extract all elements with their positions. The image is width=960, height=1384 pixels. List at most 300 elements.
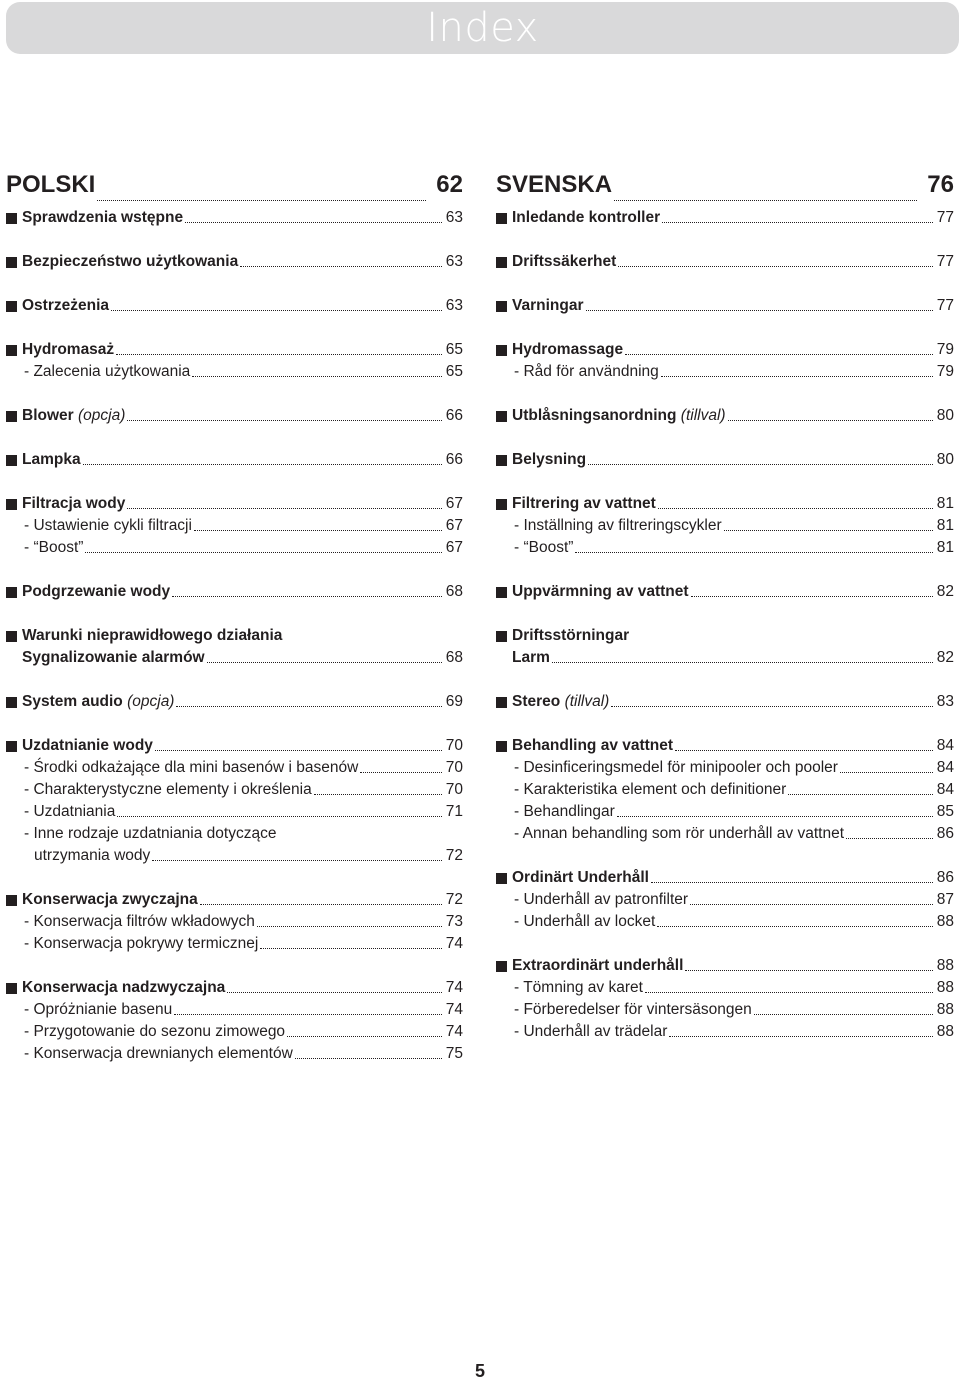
entry-label [512,405,726,427]
section-heading-polski[interactable] [6,171,463,207]
toc-subentry[interactable] [496,515,954,537]
leader-dots [614,199,917,201]
toc-entry[interactable] [496,647,954,669]
toc-entry[interactable] [6,735,463,757]
toc-entry[interactable] [496,449,954,471]
entry-label-text: - “Boost” [24,539,84,556]
spacer [6,955,463,977]
entry-label-text: Sprawdzenia wstępne [22,209,184,226]
entry-label-note: (opcja) [78,407,126,424]
toc-entry[interactable] [496,625,954,647]
spacer [496,383,954,405]
leader-dots [645,991,933,993]
entry-page: 74 [445,979,463,996]
entry-label-text: - Konserwacja filtrów wkładowych [24,913,255,930]
entry-label [512,647,550,669]
spacer [6,471,463,493]
entry-label [512,735,673,757]
entry-label [22,691,174,713]
spacer [496,713,954,735]
leader-dots [260,947,441,949]
toc-entry[interactable] [6,493,463,515]
toc-column-polski [6,171,463,1065]
leader-dots [85,551,441,553]
entry-label-text: Filtracja wody [22,495,126,512]
entry-label [512,251,616,273]
toc-subentry[interactable] [6,823,463,845]
leader-dots [227,991,441,993]
entry-label-text: - Opróżnianie basenu [24,1001,173,1018]
entry-label-text: Sygnalizowanie alarmów [22,649,205,666]
entry-label [6,911,255,933]
toc-subentry[interactable] [6,845,463,867]
toc-entry[interactable] [496,295,954,317]
toc-subentry[interactable] [496,977,954,999]
entry-label [496,911,655,933]
entry-label [512,581,689,603]
entry-label [22,735,153,757]
entry-label-text: Driftsstörningar [512,627,630,644]
entry-label [496,515,722,537]
leader-dots [788,793,933,795]
entry-page: 66 [445,451,463,468]
toc-subentry[interactable] [6,361,463,383]
toc-subentry[interactable] [496,1021,954,1043]
entry-page: 74 [445,935,463,952]
entry-page: 80 [936,407,954,424]
leader-dots [360,771,441,773]
entry-page: 65 [445,341,463,358]
entry-label [6,845,150,867]
toc-list [6,207,463,1065]
toc-entry[interactable] [496,581,954,603]
entry-label [22,493,125,515]
leader-dots [97,199,426,201]
toc-entry[interactable] [496,735,954,757]
entry-label-text: - Desinficeringsmedel för minipooler och pooler [514,759,838,776]
entry-label [512,867,649,889]
entry-label-text: - Underhåll av patronfilter [514,891,689,908]
entry-label-text: Uzdatnianie wody [22,737,153,754]
entry-label [22,581,170,603]
entry-label-text: Varningar [512,297,584,314]
leader-dots [617,815,933,817]
toc-entry[interactable] [6,691,463,713]
entry-label-text: utrzymania wody [34,847,151,864]
toc-list [496,207,954,1043]
leader-dots [657,925,932,927]
leader-dots [83,463,442,465]
leader-dots [172,595,442,597]
entry-label [6,1021,285,1043]
square-bullet-icon [496,257,507,268]
entry-label [22,889,198,911]
entry-label [496,779,786,801]
toc-entry[interactable] [6,449,463,471]
entry-label-text: - Ustawienie cykli filtracji [24,517,192,534]
entry-page: 74 [445,1001,463,1018]
entry-label-text: - Underhåll av locket [514,913,656,930]
square-bullet-icon [6,631,17,642]
section-page: 76 [927,171,954,198]
spacer [6,559,463,581]
section-page: 62 [436,171,463,198]
entry-label-text: System audio [22,693,123,710]
entry-page: 88 [936,913,954,930]
square-bullet-icon [6,587,17,598]
leader-dots [287,1035,442,1037]
square-bullet-icon [6,697,17,708]
leader-dots [116,353,442,355]
entry-label-text: Blower [22,407,74,424]
entry-label-text: - Zalecenia użytkowania [24,363,191,380]
leader-dots [127,419,441,421]
entry-label [496,977,643,999]
toc-entry[interactable] [6,647,463,669]
entry-label-text: - Środki odkażające dla mini basenów i basenów [24,759,359,776]
entry-page: 84 [936,737,954,754]
entry-page: 71 [445,803,463,820]
entry-label [496,361,659,383]
entry-label-text: Behandling av vattnet [512,737,674,754]
entry-label [512,691,609,713]
entry-label [512,207,660,229]
spacer [496,471,954,493]
entry-label [6,537,83,559]
toc-subentry[interactable] [6,537,463,559]
leader-dots [662,221,933,223]
leader-dots [611,705,932,707]
toc-subentry[interactable] [6,757,463,779]
entry-label [22,295,109,317]
leader-dots [675,749,933,751]
entry-page: 81 [936,517,954,534]
square-bullet-icon [6,741,17,752]
leader-dots [257,925,442,927]
toc-entry[interactable] [6,889,463,911]
square-bullet-icon [496,961,507,972]
entry-label-note: (tillval) [564,693,610,710]
entry-label [496,823,844,845]
spacer [496,229,954,251]
entry-label [6,823,276,845]
leader-dots [152,859,441,861]
entry-page: 72 [445,847,463,864]
entry-page: 68 [445,649,463,666]
entry-label-text: Warunki nieprawidłowego działania [22,627,283,644]
entry-label-text: - Behandlingar [514,803,615,820]
entry-label-text: - Inställning av filtreringscykler [514,517,722,534]
entry-label-text: Podgrzewanie wody [22,583,171,600]
spacer [6,603,463,625]
entry-label [22,625,282,647]
toc-entry[interactable] [6,405,463,427]
leader-dots [669,1035,932,1037]
entry-page: 84 [936,781,954,798]
spacer [6,229,463,251]
entry-label [512,449,586,471]
toc-entry[interactable] [496,691,954,713]
leader-dots [185,221,442,223]
entry-page: 77 [936,297,954,314]
entry-label [496,537,573,559]
square-bullet-icon [496,697,507,708]
entry-page: 86 [936,825,954,842]
leader-dots [728,419,933,421]
entry-label-text: Lampka [22,451,81,468]
spacer [6,669,463,691]
entry-label-text: Bezpieczeństwo użytkowania [22,253,239,270]
entry-page: 72 [445,891,463,908]
toc-subentry[interactable] [496,361,954,383]
leader-dots [586,309,933,311]
entry-label-text: Konserwacja nadzwyczajna [22,979,226,996]
entry-page: 70 [445,759,463,776]
leader-dots [117,815,441,817]
leader-dots [111,309,442,311]
entry-label-text: - Konserwacja pokrywy termicznej [24,935,259,952]
entry-label [496,1021,667,1043]
entry-label [22,977,225,999]
leader-dots [846,837,933,839]
entry-label [6,779,312,801]
entry-page: 80 [936,451,954,468]
entry-label-text: Driftssäkerhet [512,253,617,270]
entry-label [6,515,192,537]
leader-dots [207,661,442,663]
spacer [6,867,463,889]
entry-label-text: Uppvärmning av vattnet [512,583,689,600]
entry-label-text: Extraordinärt underhåll [512,957,684,974]
leader-dots [588,463,933,465]
entry-page: 67 [445,517,463,534]
leader-dots [176,705,441,707]
leader-dots [618,265,933,267]
toc-subentry[interactable] [6,801,463,823]
leader-dots [192,375,441,377]
entry-label-text: Ostrzeżenia [22,297,110,314]
entry-label [6,999,172,1021]
leader-dots [651,881,933,883]
leader-dots [658,507,933,509]
entry-label [6,757,358,779]
entry-page: 88 [936,979,954,996]
toc-entry[interactable] [6,251,463,273]
square-bullet-icon [496,213,507,224]
entry-page: 66 [445,407,463,424]
square-bullet-icon [496,873,507,884]
square-bullet-icon [496,499,507,510]
entry-label [512,625,629,647]
entry-page: 77 [936,209,954,226]
entry-page: 79 [936,341,954,358]
entry-label-text: Utblåsningsanordning [512,407,677,424]
square-bullet-icon [6,455,17,466]
toc-entry[interactable] [6,625,463,647]
leader-dots [625,353,933,355]
toc-subentry[interactable] [6,999,463,1021]
toc-subentry[interactable] [496,911,954,933]
entry-page: 81 [936,539,954,556]
entry-label-text: Inledande kontroller [512,209,661,226]
entry-page: 85 [936,803,954,820]
spacer [6,383,463,405]
entry-label [22,207,183,229]
square-bullet-icon [496,455,507,466]
spacer [6,713,463,735]
toc-entry[interactable] [496,207,954,229]
page-title: Index [426,5,539,51]
entry-page: 69 [445,693,463,710]
entry-page: 88 [936,1023,954,1040]
entry-page: 63 [445,253,463,270]
spacer [496,273,954,295]
entry-label [512,955,683,977]
section-title: POLSKI [6,171,96,198]
square-bullet-icon [496,741,507,752]
toc-entry[interactable] [496,867,954,889]
toc-subentry[interactable] [496,537,954,559]
toc-entry[interactable] [496,251,954,273]
leader-dots [314,793,442,795]
entry-page: 70 [445,781,463,798]
entry-page: 77 [936,253,954,270]
toc-subentry[interactable] [496,801,954,823]
square-bullet-icon [6,257,17,268]
entry-page: 63 [445,297,463,314]
toc-subentry[interactable] [496,757,954,779]
entry-label [22,405,125,427]
entry-page: 75 [445,1045,463,1062]
square-bullet-icon [496,587,507,598]
entry-label [6,1043,293,1065]
toc-entry[interactable] [496,955,954,977]
spacer [6,317,463,339]
leader-dots [155,749,442,751]
toc-subentry[interactable] [6,933,463,955]
section-heading-svenska[interactable] [496,171,954,207]
square-bullet-icon [6,345,17,356]
toc-subentry[interactable] [6,911,463,933]
leader-dots [691,595,933,597]
entry-label [22,449,81,471]
entry-label [22,647,205,669]
leader-dots [754,1013,933,1015]
toc-subentry[interactable] [496,779,954,801]
entry-label-text: - Råd för användning [514,363,659,380]
toc-subentry[interactable] [6,1021,463,1043]
entry-page: 73 [445,913,463,930]
square-bullet-icon [6,499,17,510]
spacer [496,559,954,581]
toc-entry[interactable] [6,295,463,317]
toc-entry[interactable] [6,977,463,999]
toc-entry[interactable] [496,405,954,427]
entry-label-note: (tillval) [680,407,726,424]
entry-page: 67 [445,539,463,556]
toc-entry[interactable] [6,339,463,361]
entry-label-text: - Tömning av karet [514,979,643,996]
entry-page: 86 [936,869,954,886]
entry-label-text: - Przygotowanie do sezonu zimowego [24,1023,286,1040]
leader-dots [575,551,932,553]
leader-dots [240,265,442,267]
leader-dots [552,661,933,663]
entry-label-text: - “Boost” [514,539,574,556]
entry-label [496,801,615,823]
entry-label-text: Filtrering av vattnet [512,495,656,512]
square-bullet-icon [6,301,17,312]
header-banner [6,2,959,54]
entry-page: 82 [936,649,954,666]
toc-entry[interactable] [496,493,954,515]
entry-label [512,295,584,317]
leader-dots [200,903,442,905]
entry-label [496,757,838,779]
toc-subentry[interactable] [496,889,954,911]
entry-page: 74 [445,1023,463,1040]
toc-entry[interactable] [6,581,463,603]
entry-label-note: (opcja) [127,693,175,710]
leader-dots [690,903,933,905]
section-title: SVENSKA [496,171,613,198]
entry-label [6,801,115,823]
entry-label [22,251,238,273]
spacer [6,427,463,449]
entry-label-text: Konserwacja zwyczajna [22,891,198,908]
toc-column-svenska [496,171,954,1043]
toc-subentry[interactable] [6,1043,463,1065]
leader-dots [295,1057,442,1059]
square-bullet-icon [496,345,507,356]
entry-page: 88 [936,957,954,974]
entry-label-text: - Konserwacja drewnianych elementów [24,1045,293,1062]
square-bullet-icon [496,301,507,312]
entry-page: 70 [445,737,463,754]
leader-dots [840,771,933,773]
entry-label [6,933,258,955]
spacer [496,845,954,867]
entry-label-text: - Inne rodzaje uzdatniania dotyczące [24,825,277,842]
square-bullet-icon [6,213,17,224]
spacer [496,669,954,691]
entry-label-text: - Charakterystyczne elementy i określenia [24,781,312,798]
leader-dots [661,375,933,377]
leader-dots [127,507,441,509]
entry-label-text: - Karakteristika element och definitioner [514,781,787,798]
toc-subentry[interactable] [6,779,463,801]
leader-dots [194,529,442,531]
entry-label [22,339,114,361]
spacer [496,933,954,955]
square-bullet-icon [6,895,17,906]
leader-dots [724,529,933,531]
toc-subentry[interactable] [496,999,954,1021]
entry-label-text: - Annan behandling som rör underhåll av vattnet [514,825,845,842]
square-bullet-icon [496,411,507,422]
entry-label-text: Hydromassage [512,341,624,358]
leader-dots [685,969,932,971]
entry-label [512,493,656,515]
toc-entry[interactable] [6,207,463,229]
entry-label [496,889,688,911]
toc-subentry[interactable] [6,515,463,537]
entry-page: 65 [445,363,463,380]
toc-entry[interactable] [496,339,954,361]
toc-subentry[interactable] [496,823,954,845]
entry-label-text: - Uzdatniania [24,803,116,820]
entry-page: 79 [936,363,954,380]
